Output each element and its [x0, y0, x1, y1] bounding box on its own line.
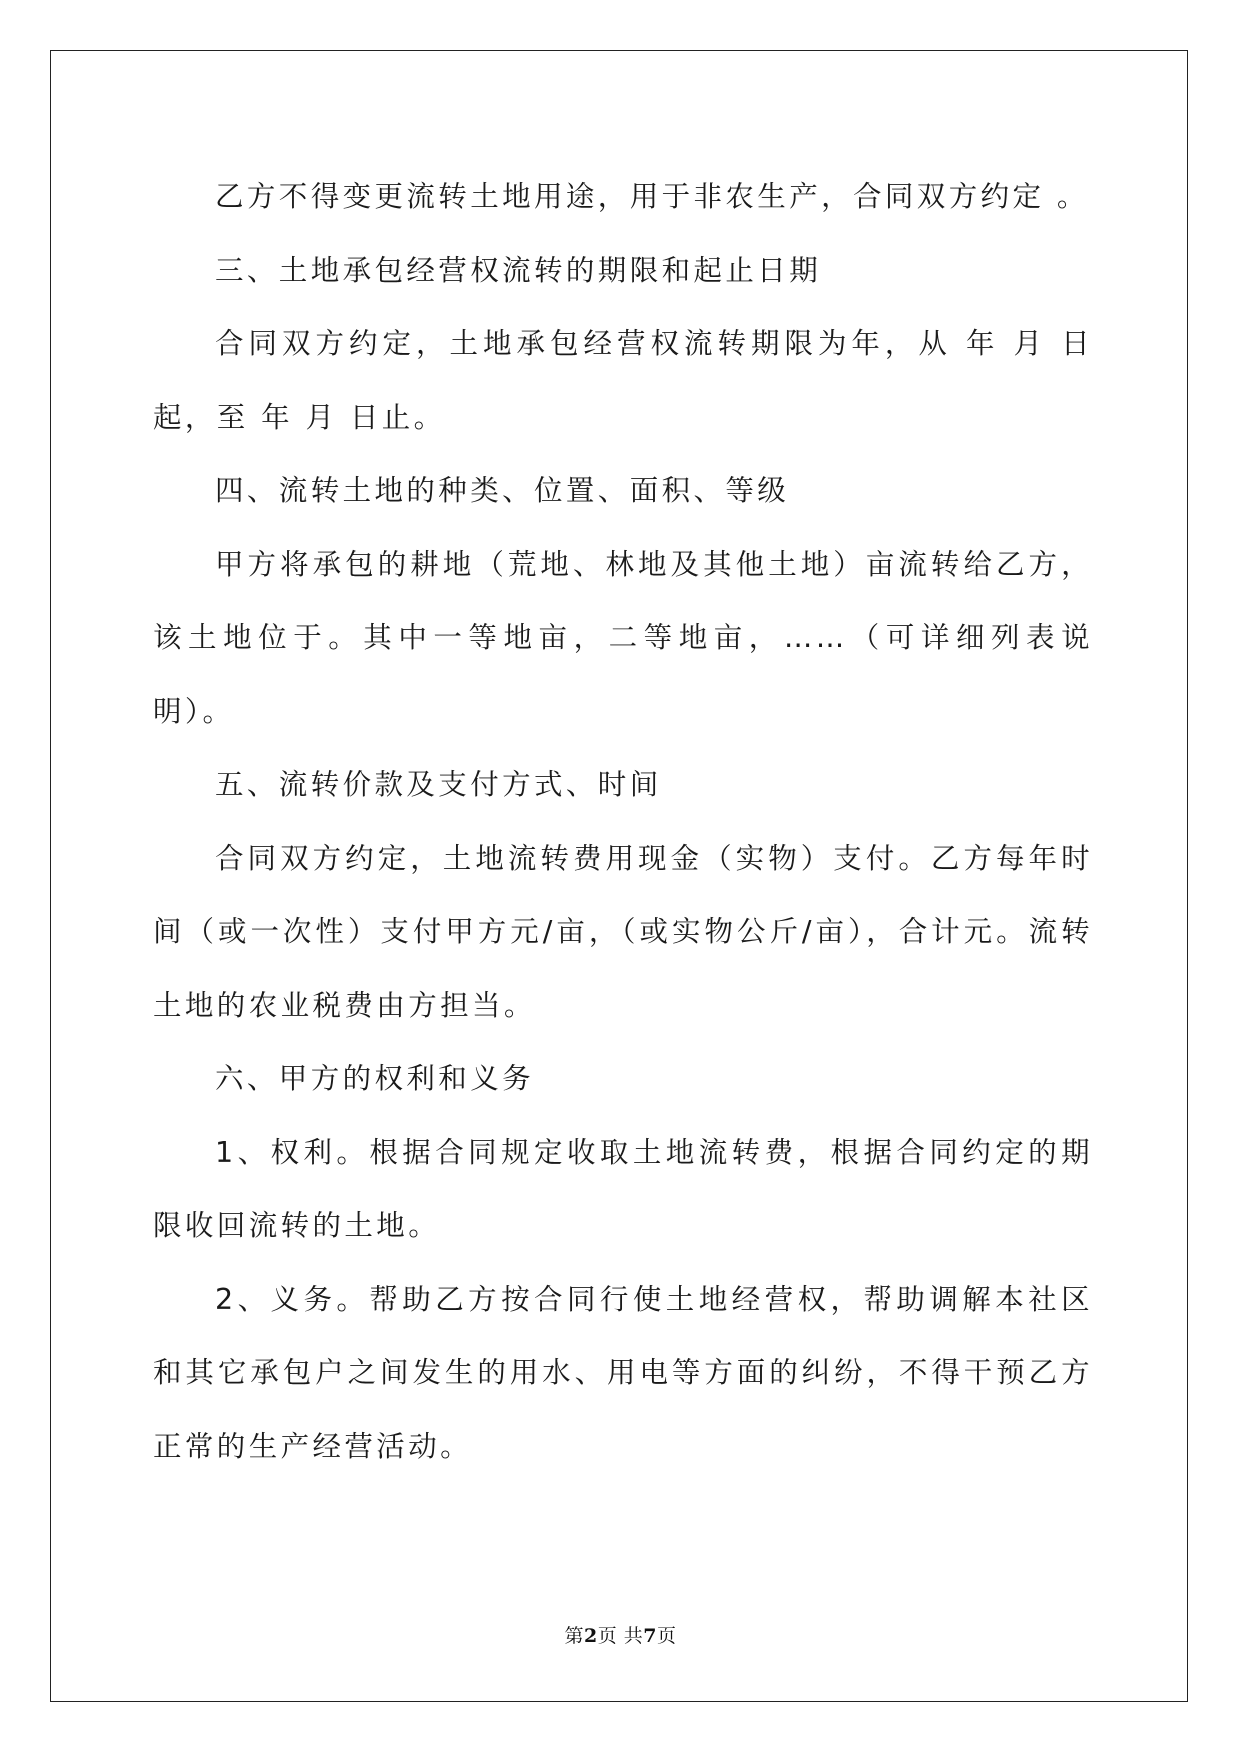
footer-prefix: 第 — [564, 1625, 584, 1647]
page-footer — [0, 1621, 1241, 1648]
paragraph-obligations: 2、义务。帮助乙方按合同行使土地经营权，帮助调解本社区和其它承包户之间发生的用水、用电等方面的纠纷，不得干预乙方正常的生产经营活动。 — [153, 1282, 1093, 1463]
paragraph-rights: 1、权利。根据合同规定收取土地流转费，根据合同约定的期限收回流转的土地。 — [153, 1135, 1093, 1242]
paragraph-payment: 合同双方约定，土地流转费用现金（实物）支付。乙方每年时间（或一次性）支付甲方元/亩，（或实物公斤/亩），合计元。流转土地的农业税费由方担当。 — [153, 841, 1093, 1022]
heading-section-6: 六、甲方的权利和义务 — [215, 1062, 535, 1095]
footer-suffix: 页 — [657, 1625, 677, 1647]
footer-middle: 页 共 — [597, 1625, 644, 1647]
paragraph-land-use: 乙方不得变更流转土地用途，用于非农生产，合同双方约定 。 — [215, 180, 1089, 213]
paragraph-land-type: 甲方将承包的耕地（荒地、林地及其他土地）亩流转给乙方，该土地位于。其中一等地亩，二等地亩，……（可详细列表说明）。 — [153, 547, 1093, 728]
footer-page-number: 2 — [583, 1625, 598, 1647]
heading-section-4: 四、流转土地的种类、位置、面积、等级 — [215, 474, 790, 507]
document-body — [153, 160, 1093, 1483]
paragraph-term: 合同双方约定，土地承包经营权流转期限为年，从 年 月 日起，至 年 月 日止。 — [153, 327, 1093, 434]
heading-section-3: 三、土地承包经营权流转的期限和起止日期 — [215, 253, 822, 287]
footer-total-pages: 7 — [643, 1625, 657, 1647]
heading-section-5: 五、流转价款及支付方式、时间 — [215, 768, 662, 801]
